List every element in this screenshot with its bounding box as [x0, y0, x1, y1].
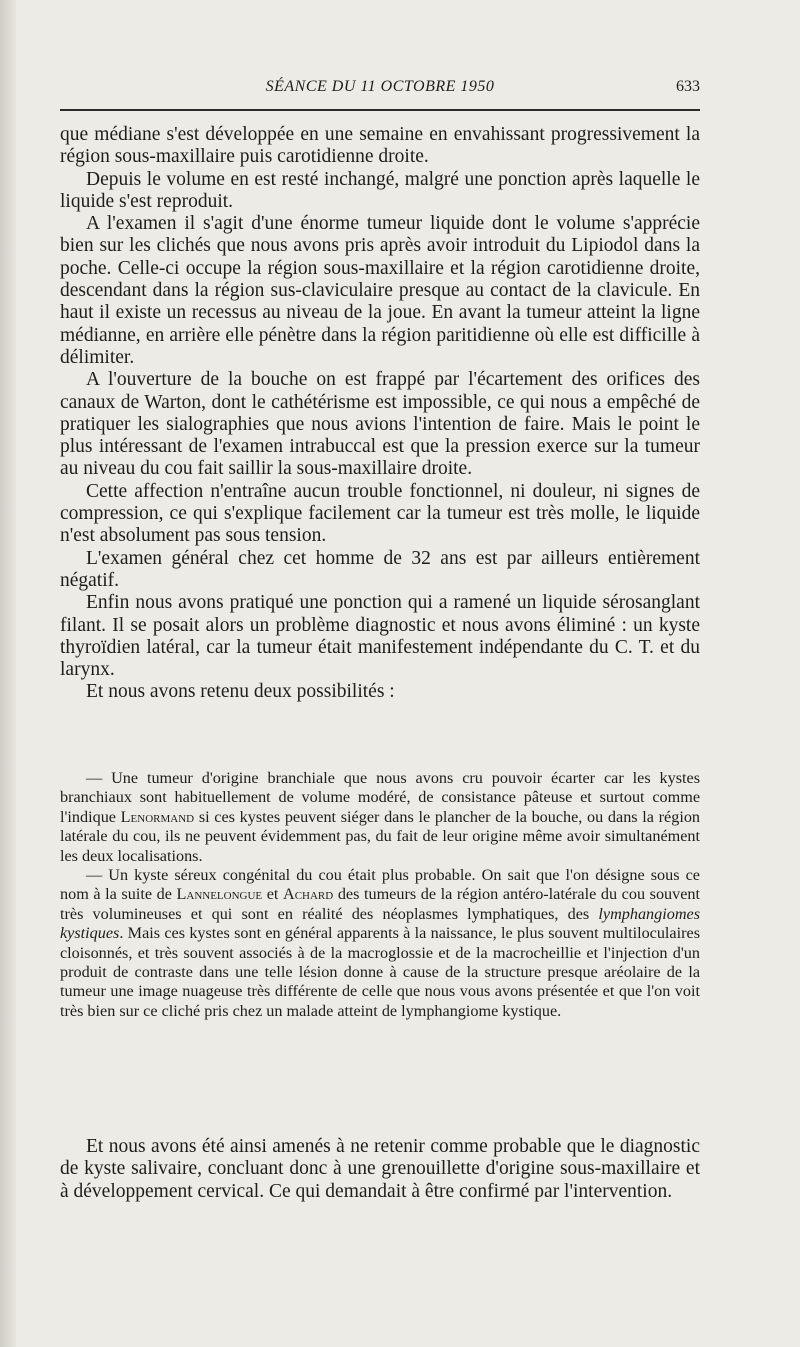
paragraph: Cette affection n'entraîne aucun trouble fonctionnel, ni douleur, ni signes de compression, ce qui s'explique facilement car la tumeur est très molle, le liquide n'est absolument pas sous tension.	[60, 480, 700, 547]
small-paragraph-serous-cyst	[60, 866, 700, 1021]
paragraph: que médiane s'est développée en une semaine en envahissant progressivement la région sous-maxillaire puis carotidienne droite.	[60, 124, 700, 168]
text-run: si ces kystes peuvent siéger dans le plancher de la bouche, ou dans la région latérale du cou, ils ne peuvent évidemment pas, du fait de leur origine même avoir simultanément les deux localisations.	[60, 807, 701, 865]
conclusion-paragraph: Et nous avons été ainsi amenés à ne retenir comme probable que le diagnostic de kyste salivaire, concluant donc à une grenouillette d'origine sous-maxillaire et à développement cervical. Ce qui demandait à être confirmé par l'intervention.	[60, 1136, 700, 1202]
small-paragraph-branchial	[60, 769, 700, 866]
paragraph: Et nous avons retenu deux possibilités :	[86, 681, 395, 703]
paragraph: Enfin nous avons pratiqué une ponction qui a ramené un liquide sérosanglant filant. Il se posait alors un problème diagnostic et nous avons éliminé : un kyste thyroïdien latéral, car la tumeur était manifestement indépendante du C. T. et du larynx.	[60, 592, 700, 681]
header-rule	[60, 109, 700, 111]
text-run: des tumeurs de la région antéro-latérale du cou souvent très volumineuses et qui sont en réalité des néoplasmes lymphatiques, des	[60, 885, 700, 923]
italic-term: lymphangiomes kystiques	[60, 904, 700, 943]
conclusion-text	[60, 1136, 700, 1203]
page-number: 633	[676, 78, 700, 95]
text-run: et	[262, 885, 284, 904]
text-run: — Un kyste séreux congénital du cou était plus probable. On sait que l'on désigne sous ce nom à la suite de	[60, 866, 700, 904]
author-name: Lenormand	[120, 807, 195, 826]
paragraph: A l'examen il s'agit d'une énorme tumeur liquide dont le volume s'apprécie bien sur les clichés que nous avons pris après avoir introduit du Lipiodol dans la poche. Celle-ci occupe la région sous-maxillaire et la région carotidienne droite, descendant dans la région sus-claviculaire presque au contact de la clavicule. En haut il existe un recessus au niveau de la joue. En avant la tumeur atteint la ligne médianne, en arrière elle pénètre dans la région paritidienne où elle est difficille à délimiter.	[60, 213, 700, 368]
author-name: Achard	[283, 885, 334, 904]
text-run: — Une tumeur d'origine branchiale que nous avons cru pouvoir écarter car les kystes branchiaux sont habituellement de volume modéré, de consistance pâteuse et surtout comme l'indique	[60, 769, 700, 826]
author-name: Lannelongue	[176, 885, 263, 904]
paragraph: L'examen général chez cet homme de 32 ans est par ailleurs entièrement négatif.	[60, 547, 700, 591]
running-title: SÉANCE DU 11 OCTOBRE 1950	[265, 78, 495, 95]
page-header	[60, 78, 700, 102]
text-run: . Mais ces kystes sont en général apparents à la naissance, le plus souvent multiloculaires cloisonnés, et très souvent associés à de la macroglossie et de la macrocheillie et l'injection d'un produit de contraste dans une telle lésion donne à cause de la structure presque aréolaire de la tumeur une image nuageuse très différente de celle que nous vous avons présentée et que l'on voit très bien sur ce cliché pris chez un malade atteint de lymphangiome kystique.	[60, 924, 700, 1020]
paragraph: Depuis le volume en est resté inchangé, malgré une ponction après laquelle le liquide s'est reproduit.	[60, 168, 700, 212]
paragraph: A l'ouverture de la bouche on est frappé par l'écartement des orifices des canaux de Warton, dont le cathétérisme est impossible, ce qui nous a empêché de pratiquer les sialographies que nous avions l'intention de faire. Mais le point le plus intéressant de l'examen intrabuccal est que la pression exerce sur la tumeur au niveau du cou fait saillir la sous-maxillaire droite.	[60, 369, 700, 480]
main-text	[60, 124, 700, 704]
small-print-section	[60, 769, 700, 1021]
page-binding-edge	[0, 0, 16, 1347]
